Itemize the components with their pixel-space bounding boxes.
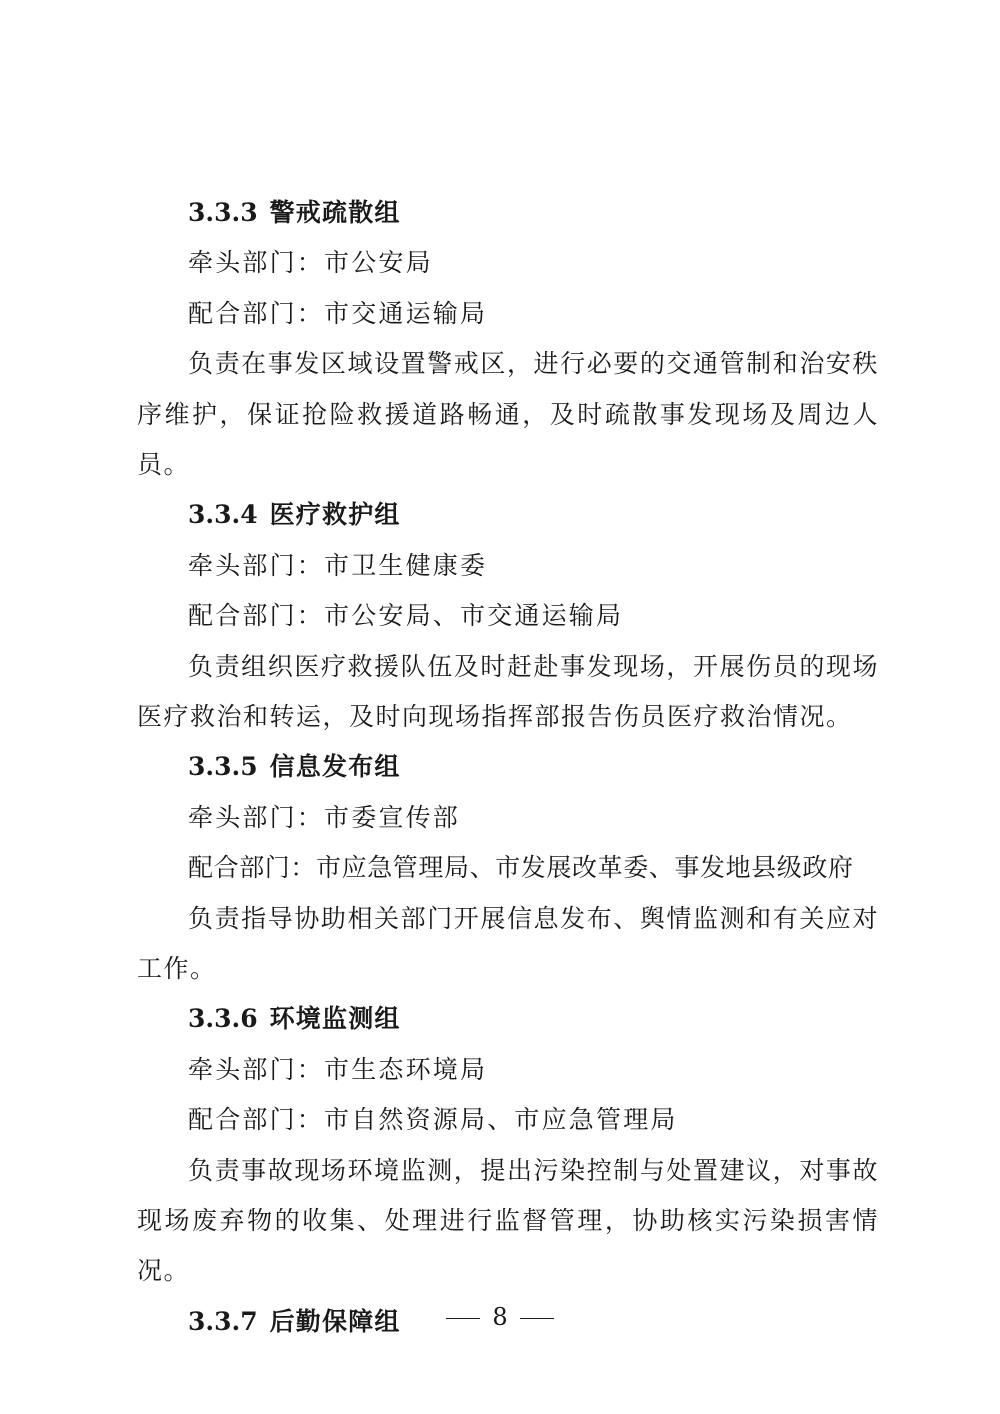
section-title: 医疗救护组 (269, 500, 401, 530)
section-heading (137, 490, 879, 540)
lead-department: 牵头部门：市公安局 (188, 248, 433, 278)
partner-department: 配合部门：市应急管理局、市发展改革委、事发地县级政府 (188, 853, 854, 883)
section-title: 后勤保障组 (269, 1306, 401, 1336)
page-content (137, 188, 879, 1347)
lead-department: 牵头部门：市委宣传部 (188, 802, 461, 832)
partner-department: 配合部门：市交通运输局 (188, 298, 488, 328)
lead-department: 牵头部门：市卫生健康委 (188, 550, 488, 580)
page-number: 8 (492, 1303, 508, 1331)
footer-dash-left (446, 1318, 480, 1319)
section-number: 3.3.4 (188, 500, 258, 530)
duty-paragraph: 负责在事发区域设置警戒区，进行必要的交通管制和治安秩序维护，保证抢险救援道路畅通，及时疏散事发现场及周边人员。 (137, 349, 879, 479)
section-title: 警戒疏散组 (269, 198, 401, 227)
partner-department: 配合部门：市自然资源局、市应急管理局 (188, 1105, 678, 1135)
partner-department: 配合部门：市公安局、市交通运输局 (188, 601, 624, 631)
duty-paragraph: 负责事故现场环境监测，提出污染控制与处置建议，对事故现场废弃物的收集、处理进行监督管理，协助核实污染损害情况。 (137, 1155, 879, 1286)
section-heading (137, 742, 879, 792)
footer-dash-right (520, 1318, 554, 1319)
section-number: 3.3.7 (188, 1306, 258, 1336)
lead-department: 牵头部门：市生态环境局 (188, 1054, 488, 1084)
duty-paragraph: 负责组织医疗救援队伍及时赶赴事发现场，开展伤员的现场医疗救治和转运，及时向现场指挥部报告伤员医疗救治情况。 (137, 651, 879, 731)
section-heading (137, 994, 879, 1044)
section-title: 信息发布组 (269, 752, 401, 782)
duty-paragraph: 负责指导协助相关部门开展信息发布、舆情监测和有关应对工作。 (137, 903, 879, 983)
section-heading (137, 188, 879, 238)
section-number: 3.3.5 (188, 752, 258, 782)
section-title: 环境监测组 (269, 1004, 401, 1034)
section-number: 3.3.6 (188, 1004, 258, 1034)
section-number: 3.3.3 (188, 198, 258, 227)
page-footer (0, 1297, 1000, 1337)
